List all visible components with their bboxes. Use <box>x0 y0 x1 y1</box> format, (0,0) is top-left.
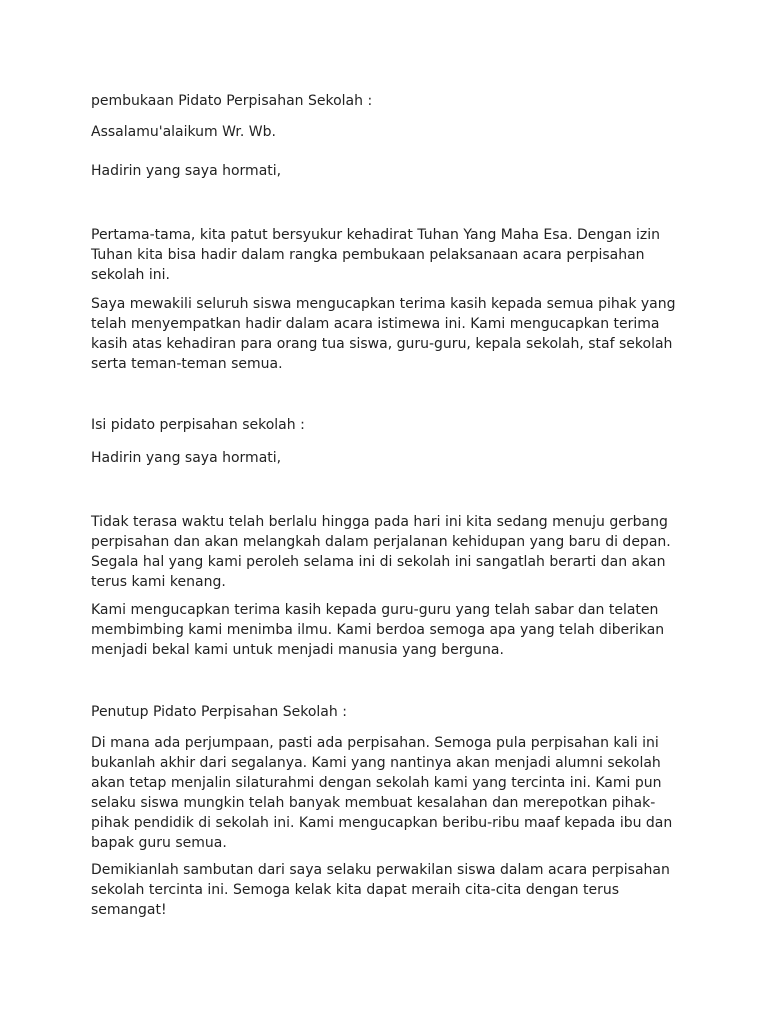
text-line: pembukaan Pidato Perpisahan Sekolah : <box>91 93 373 109</box>
text-line: akan tetap menjalin silaturahmi dengan sekolah kami yang tercinta ini. Kami pun <box>91 775 662 791</box>
text-line: Penutup Pidato Perpisahan Sekolah : <box>91 704 347 720</box>
opening-paragraph-1 <box>91 225 683 285</box>
text-line: Isi pidato perpisahan sekolah : <box>91 417 305 433</box>
content-heading <box>91 415 683 435</box>
text-line: Saya mewakili seluruh siswa mengucapkan terima kasih kepada semua pihak yang <box>91 296 676 312</box>
text-line: selaku siswa mungkin telah banyak membuat kesalahan dan merepotkan pihak- <box>91 795 656 811</box>
text-line: perpisahan dan akan melangkah dalam perjalanan kehidupan yang baru di depan. <box>91 534 671 550</box>
text-line: Tuhan kita bisa hadir dalam rangka pembukaan pelaksanaan acara perpisahan <box>91 247 645 263</box>
text-line: pihak pendidik di sekolah ini. Kami mengucapkan beribu-ribu maaf kepada ibu dan <box>91 815 673 831</box>
content-paragraph-1 <box>91 512 683 592</box>
text-line: Di mana ada perjumpaan, pasti ada perpisahan. Semoga pula perpisahan kali ini <box>91 735 659 751</box>
address-line-2 <box>91 448 683 468</box>
content-paragraph-2 <box>91 600 683 660</box>
address-line-1 <box>91 161 683 181</box>
text-line: Tidak terasa waktu telah berlalu hingga pada hari ini kita sedang menuju gerbang <box>91 514 668 530</box>
greeting <box>91 122 683 142</box>
text-line: Hadirin yang saya hormati, <box>91 163 282 179</box>
text-line: Kami mengucapkan terima kasih kepada guru-guru yang telah sabar dan telaten <box>91 602 659 618</box>
text-line: menjadi bekal kami untuk menjadi manusia yang berguna. <box>91 642 504 658</box>
closing-paragraph-1 <box>91 733 683 853</box>
text-line: Assalamu'alaikum Wr. Wb. <box>91 124 276 140</box>
opening-paragraph-2 <box>91 294 683 374</box>
text-line: Demikianlah sambutan dari saya selaku perwakilan siswa dalam acara perpisahan <box>91 862 670 878</box>
text-line: Hadirin yang saya hormati, <box>91 450 282 466</box>
text-line: sekolah ini. <box>91 267 170 283</box>
text-line: semangat! <box>91 902 167 918</box>
text-line: telah menyempatkan hadir dalam acara istimewa ini. Kami mengucapkan terima <box>91 316 660 332</box>
opening-heading <box>91 91 683 111</box>
closing-paragraph-2 <box>91 860 683 920</box>
text-line: bapak guru semua. <box>91 835 227 851</box>
text-line: serta teman-teman semua. <box>91 356 283 372</box>
text-line: Pertama-tama, kita patut bersyukur kehadirat Tuhan Yang Maha Esa. Dengan izin <box>91 227 661 243</box>
text-line: membimbing kami menimba ilmu. Kami berdoa semoga apa yang telah diberikan <box>91 622 665 638</box>
text-line: kasih atas kehadiran para orang tua siswa, guru-guru, kepala sekolah, staf sekolah <box>91 336 673 352</box>
text-line: Segala hal yang kami peroleh selama ini di sekolah ini sangatlah berarti dan akan <box>91 554 666 570</box>
text-line: bukanlah akhir dari segalanya. Kami yang nantinya akan menjadi alumni sekolah <box>91 755 661 771</box>
text-line: terus kami kenang. <box>91 574 226 590</box>
closing-heading <box>91 702 683 722</box>
text-line: sekolah tercinta ini. Semoga kelak kita dapat meraih cita-cita dengan terus <box>91 882 620 898</box>
